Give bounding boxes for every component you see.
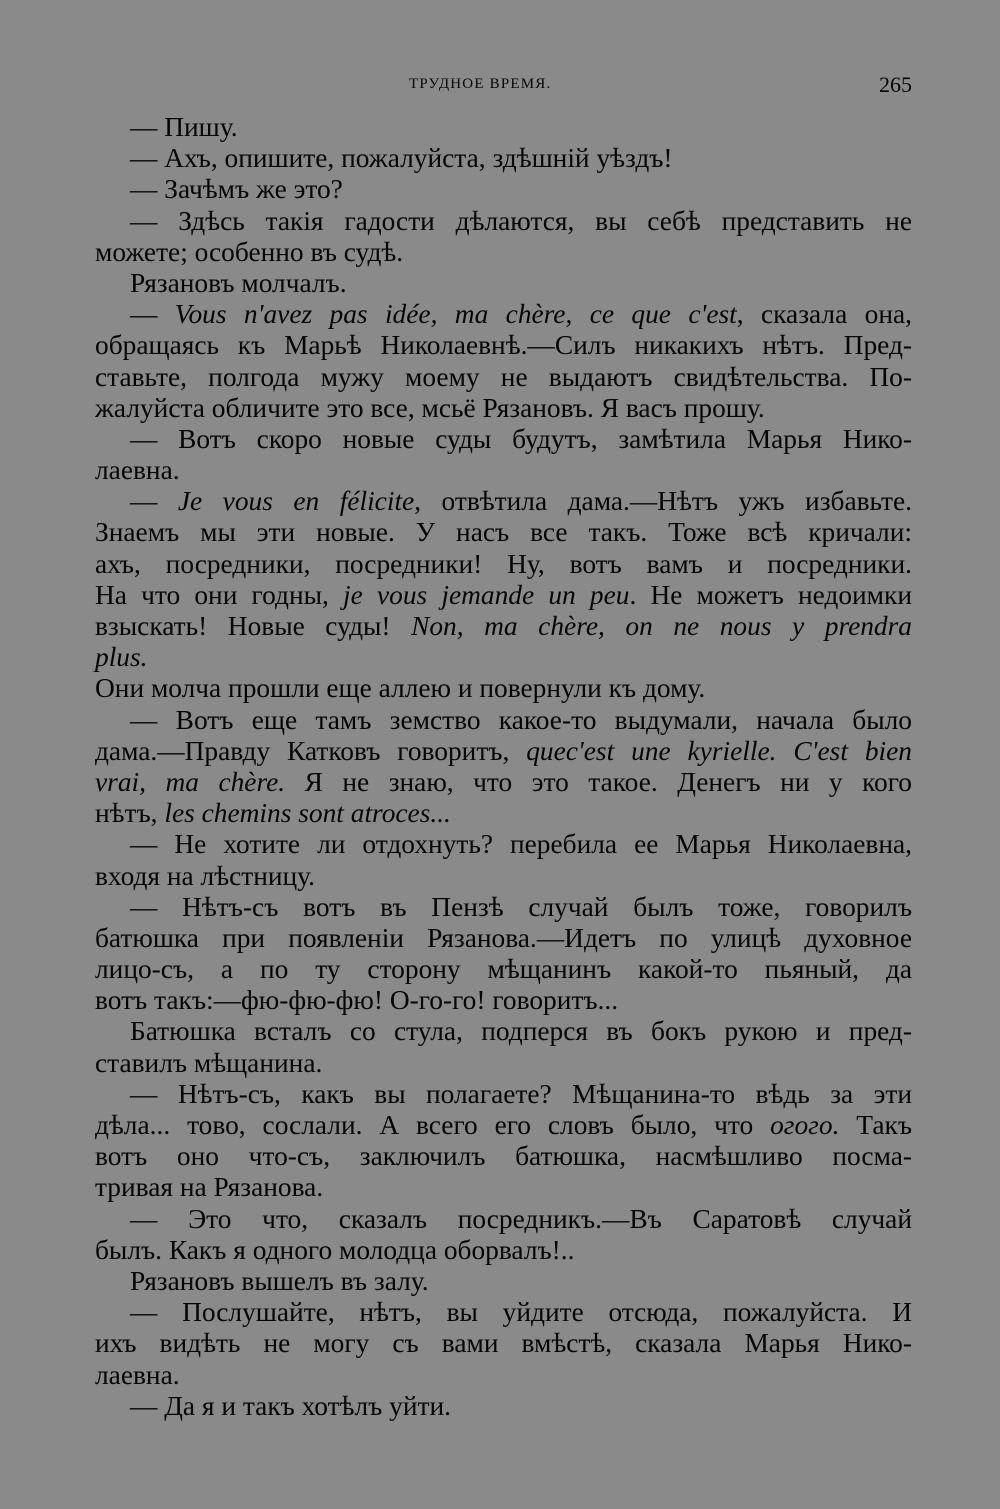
text-segment: ставьте, полгода мужу моему не выдаютъ свидѣтельства. По- xyxy=(95,361,912,392)
text-line xyxy=(95,892,912,923)
text-segment: входя на лѣстницу. xyxy=(95,860,315,891)
page-number: 265 xyxy=(879,72,912,97)
italic-text: Je vous en félicite xyxy=(177,486,415,517)
text-line xyxy=(95,1016,912,1047)
text-line xyxy=(95,1235,912,1266)
text-segment: — Не хотите ли отдохнуть? перебила ее Марья Николаевна, xyxy=(130,829,912,860)
text-segment: ахъ, посредники, посредники! Ну, вотъ вамъ и посредники. xyxy=(95,548,912,579)
text-line xyxy=(95,1297,912,1328)
text-line xyxy=(95,143,912,174)
text-segment: Такъ xyxy=(839,1110,912,1140)
italic-text: je vous jemande un peu xyxy=(343,579,630,610)
text-segment: — Здѣсь такія гадости дѣлаются, вы себѣ представить не xyxy=(130,205,912,236)
text-line xyxy=(95,1079,912,1110)
text-segment: — Нѣтъ-съ, какъ вы полагаете? Мѣщанина-то вѣдь за эти xyxy=(130,1078,912,1109)
text-line xyxy=(95,112,912,143)
text-line xyxy=(95,954,912,985)
text-segment: вотъ такъ:—фю-фю-фю! О-го-го! говоритъ... xyxy=(95,985,619,1016)
text-line xyxy=(95,1328,912,1359)
text-segment: — Это что, сказалъ посредникъ.—Въ Саратовѣ случай xyxy=(130,1203,912,1234)
page-header xyxy=(95,72,912,104)
text-line xyxy=(95,517,912,548)
text-line xyxy=(95,330,912,361)
text-segment: — Вотъ еще тамъ земство какое-то выдумали, начала было xyxy=(130,704,912,735)
text-segment: лаевна. xyxy=(95,1359,180,1390)
text-segment: дѣла... тово, сослали. А всего его словъ было, что xyxy=(95,1110,771,1140)
italic-text: vrai, ma chère. xyxy=(95,766,286,797)
text-line xyxy=(95,1110,912,1141)
text-segment: , отвѣтила дама.—Нѣтъ ужъ избавьте. xyxy=(414,486,912,517)
text-segment: нѣтъ, xyxy=(95,798,165,829)
text-segment: Они молча прошли еще аллею и повернули къ дому. xyxy=(95,673,706,704)
text-segment: — Вотъ скоро новые суды будутъ, замѣтила Марья Нико- xyxy=(130,423,912,454)
text-line xyxy=(95,1391,912,1422)
text-segment: вотъ оно что-съ, заключилъ батюшка, насмѣшливо посма- xyxy=(95,1141,912,1172)
text-line xyxy=(95,1266,912,1297)
text-segment: тривая на Рязанова. xyxy=(95,1172,324,1203)
text-line xyxy=(95,299,912,330)
text-line xyxy=(95,923,912,954)
text-line xyxy=(95,1172,912,1203)
text-line xyxy=(95,767,912,798)
text-segment: ихъ видѣть не могу съ вами вмѣстѣ, сказала Марья Нико- xyxy=(95,1328,912,1359)
text-line xyxy=(95,237,912,268)
text-line xyxy=(95,206,912,237)
text-segment: взыскать! Новые суды! xyxy=(95,611,412,641)
text-line xyxy=(95,736,912,767)
text-segment: обращаясь къ Марьѣ Николаевнѣ.—Силъ никакихъ нѣтъ. Пред- xyxy=(95,330,912,361)
text-segment: лицо-съ, а по ту сторону мѣщанинъ какой-то пьяный, да xyxy=(95,954,912,985)
italic-text: огого. xyxy=(770,1110,840,1140)
text-line xyxy=(95,1204,912,1235)
text-segment: ставилъ мѣщанина. xyxy=(95,1047,323,1078)
italic-text: quec'est une kyrielle. C'est bien xyxy=(526,735,912,766)
text-line xyxy=(95,642,912,673)
text-segment: Я не знаю, что это такое. Денегъ ни у кого xyxy=(285,766,912,797)
text-line xyxy=(95,705,912,736)
italic-text: plus. xyxy=(95,642,148,673)
text-line xyxy=(95,861,912,892)
text-line xyxy=(95,798,912,829)
text-line xyxy=(95,393,912,424)
text-segment: — Зачѣмъ же это? xyxy=(130,174,343,205)
text-segment: Батюшка всталъ со стула, подперся въ бокъ рукою и пред- xyxy=(130,1016,912,1047)
text-line xyxy=(95,455,912,486)
text-segment: . Не можетъ недоимки xyxy=(629,579,912,610)
text-segment: — Пишу. xyxy=(130,112,238,142)
text-segment: — xyxy=(130,486,178,517)
text-segment: былъ. Какъ я одного молодца оборвалъ!.. xyxy=(95,1234,575,1265)
text-segment: Рязановъ молчалъ. xyxy=(130,267,347,298)
text-segment: лаевна. xyxy=(95,455,180,486)
text-line xyxy=(95,829,912,860)
text-segment: — Нѣтъ-съ вотъ въ Пензѣ случай былъ тоже, говорилъ xyxy=(130,891,912,922)
text-segment: — Послушайте, нѣтъ, вы уйдите отсюда, пожалуйста. И xyxy=(130,1297,912,1328)
text-segment: — xyxy=(130,299,175,330)
text-line xyxy=(95,424,912,455)
italic-text: Non, ma chère, on ne nous y prendra xyxy=(411,611,912,641)
text-segment: — Да я и такъ хотѣлъ уйти. xyxy=(130,1390,451,1421)
text-segment: — Ахъ, опишите, пожалуйста, здѣшній уѣздъ! xyxy=(130,143,673,174)
italic-text: les chemins sont atroces... xyxy=(164,798,451,829)
text-line xyxy=(95,486,912,517)
text-segment: , сказала она, xyxy=(736,299,913,330)
text-segment: Знаемъ мы эти новые. У насъ все такъ. Тоже всѣ кричали: xyxy=(95,517,912,548)
text-line xyxy=(95,985,912,1016)
text-segment: жалуйста обличите это все, мсьё Рязановъ. Я васъ прошу. xyxy=(95,392,765,423)
running-title: ТРУДНОЕ ВРЕМЯ. xyxy=(409,76,552,92)
text-segment: дама.—Правду Катковъ говоритъ, xyxy=(95,735,527,766)
text-line xyxy=(95,362,912,393)
text-line xyxy=(95,1048,912,1079)
text-line xyxy=(95,268,912,299)
text-segment: На что они годны, xyxy=(95,579,344,610)
text-line xyxy=(95,1141,912,1172)
text-line xyxy=(95,1360,912,1391)
text-line xyxy=(95,673,912,704)
text-line xyxy=(95,549,912,580)
text-line xyxy=(95,174,912,205)
text-segment: батюшка при появленіи Рязанова.—Идетъ по улицѣ духовное xyxy=(95,922,912,953)
italic-text: Vous n'avez pas idée, ma chère, ce que c'est xyxy=(174,299,737,330)
text-segment: Рязановъ вышелъ въ залу. xyxy=(130,1265,429,1296)
text-line xyxy=(95,580,912,611)
text-segment: можете; особенно въ судѣ. xyxy=(95,236,404,267)
text-line xyxy=(95,611,912,642)
body-text xyxy=(95,112,912,1422)
